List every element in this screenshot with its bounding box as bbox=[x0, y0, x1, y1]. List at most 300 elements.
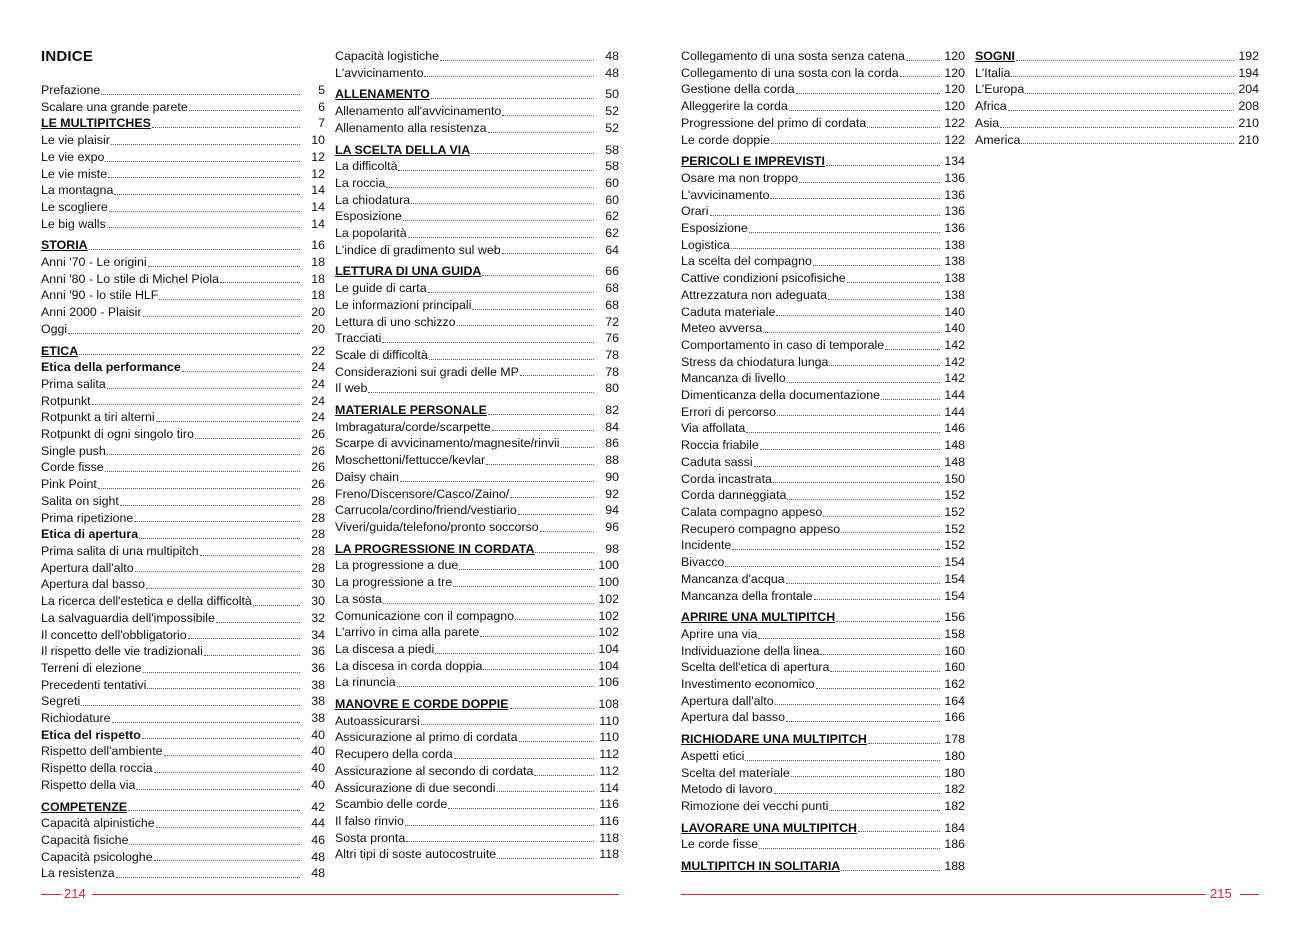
toc-entry-page: 144 bbox=[944, 404, 965, 419]
dot-leader bbox=[143, 672, 300, 673]
dot-leader bbox=[107, 388, 300, 389]
toc-entry bbox=[335, 242, 619, 259]
dot-leader bbox=[829, 810, 940, 811]
toc-entry-label: Scale di difficoltà bbox=[335, 347, 428, 362]
dot-leader bbox=[799, 182, 940, 183]
toc-entry-page: 186 bbox=[944, 837, 965, 852]
toc-entry-page: 20 bbox=[311, 305, 325, 320]
toc-entry bbox=[681, 521, 965, 538]
dot-leader bbox=[826, 165, 940, 166]
toc-entry bbox=[681, 48, 965, 65]
toc-entry-page: 108 bbox=[598, 697, 619, 712]
dot-leader bbox=[488, 414, 594, 415]
left-page-number: 214 bbox=[64, 886, 86, 901]
dot-leader bbox=[471, 153, 594, 154]
toc-entry-label: Mancanza di livello bbox=[681, 371, 786, 386]
toc-entry-page: 146 bbox=[944, 421, 965, 436]
toc-entry-page: 138 bbox=[944, 271, 965, 286]
dot-leader bbox=[459, 569, 594, 570]
dot-leader bbox=[483, 669, 594, 670]
toc-entry-label: Terreni di elezione bbox=[41, 660, 142, 675]
toc-entry-label: Etica di apertura bbox=[41, 527, 139, 542]
toc-entry bbox=[335, 314, 619, 331]
dot-leader bbox=[881, 399, 940, 400]
toc-entry-page: 30 bbox=[311, 577, 325, 592]
toc-entry bbox=[41, 459, 325, 476]
dot-leader bbox=[1025, 93, 1234, 94]
toc-entry bbox=[681, 626, 965, 643]
toc-entry bbox=[41, 149, 325, 166]
toc-entry bbox=[41, 660, 325, 677]
toc-entry-label: La popolarità bbox=[335, 226, 407, 241]
toc-entry-label: COMPETENZE bbox=[41, 799, 128, 814]
toc-entry-label: Collegamento di una sosta con la corda bbox=[681, 65, 899, 80]
toc-entry bbox=[681, 471, 965, 488]
toc-entry-page: 40 bbox=[311, 761, 325, 776]
dot-leader bbox=[1011, 76, 1234, 77]
toc-entry-page: 140 bbox=[944, 304, 965, 319]
dot-leader bbox=[561, 447, 594, 448]
toc-entry-page: 48 bbox=[605, 65, 619, 80]
toc-entry bbox=[41, 760, 325, 777]
toc-entry bbox=[681, 115, 965, 132]
toc-entry-label: Stress da chiodatura lunga bbox=[681, 354, 829, 369]
toc-entry-page: 6 bbox=[318, 99, 325, 114]
dot-leader bbox=[502, 253, 594, 254]
toc-entry-page: 26 bbox=[311, 477, 325, 492]
toc-entry bbox=[41, 593, 325, 610]
dot-leader bbox=[382, 342, 594, 343]
toc-entry-page: 52 bbox=[605, 104, 619, 119]
toc-entry bbox=[335, 158, 619, 175]
dot-leader bbox=[107, 227, 300, 228]
toc-entry-page: 112 bbox=[599, 747, 619, 762]
toc-entry-label: Carrucola/cordino/friend/vestiario bbox=[335, 503, 517, 518]
toc-entry bbox=[681, 554, 965, 571]
toc-entry-label: La ricerca dell'estetica e della difficoltà bbox=[41, 594, 252, 609]
toc-entry bbox=[335, 192, 619, 209]
footer-rule-left-b bbox=[92, 894, 619, 895]
dot-leader bbox=[841, 870, 940, 871]
dot-leader bbox=[105, 161, 300, 162]
toc-entry bbox=[681, 132, 965, 149]
toc-entry bbox=[681, 798, 965, 815]
toc-entry-label: Tracciati bbox=[335, 331, 382, 346]
toc-entry bbox=[41, 132, 325, 149]
toc-entry-page: 50 bbox=[605, 87, 619, 102]
toc-entry-label: La progressione a tre bbox=[335, 575, 453, 590]
toc-entry-page: 192 bbox=[1238, 49, 1259, 63]
toc-entry-page: 136 bbox=[944, 221, 965, 236]
dot-leader bbox=[731, 248, 940, 249]
toc-entry-label: Autoassicurarsi bbox=[335, 713, 420, 728]
dot-leader bbox=[195, 438, 300, 439]
dot-leader bbox=[116, 877, 300, 878]
toc-entry bbox=[335, 763, 619, 780]
dot-leader bbox=[156, 421, 300, 422]
toc-entry bbox=[681, 170, 965, 187]
toc-entry-page: 58 bbox=[605, 142, 619, 157]
toc-entry-page: 44 bbox=[311, 816, 325, 831]
toc-entry-label: L'Europa bbox=[975, 82, 1025, 97]
dot-leader bbox=[147, 688, 300, 689]
toc-entry bbox=[681, 404, 965, 421]
toc-entry-page: 78 bbox=[605, 364, 619, 379]
dot-leader bbox=[156, 827, 300, 828]
toc-entry bbox=[681, 304, 965, 321]
toc-entry-page: 40 bbox=[311, 744, 325, 759]
toc-entry-page: 16 bbox=[311, 238, 325, 253]
toc-entry-page: 48 bbox=[605, 49, 619, 63]
toc-entry bbox=[41, 693, 325, 710]
toc-entry-label: La montagna bbox=[41, 183, 114, 198]
toc-entry-page: 102 bbox=[598, 591, 619, 606]
toc-entry bbox=[335, 380, 619, 397]
dot-leader bbox=[92, 404, 300, 405]
toc-entry bbox=[335, 729, 619, 746]
dot-leader bbox=[492, 430, 594, 431]
toc-entry-page: 10 bbox=[311, 133, 325, 148]
toc-entry bbox=[335, 641, 619, 658]
toc-entry bbox=[681, 659, 965, 676]
toc-entry bbox=[335, 796, 619, 813]
toc-section-heading bbox=[41, 343, 325, 360]
toc-entry-label: La rinuncia bbox=[335, 675, 396, 690]
dot-leader bbox=[424, 76, 594, 77]
toc-entry-label: Single push bbox=[41, 443, 106, 458]
toc-entry-label: Salita on sight bbox=[41, 493, 119, 508]
toc-section-heading bbox=[975, 48, 1259, 65]
toc-section-heading bbox=[41, 237, 325, 254]
toc-entry-label: Segreti bbox=[41, 694, 81, 709]
dot-leader bbox=[68, 333, 300, 334]
toc-entry bbox=[335, 624, 619, 641]
toc-entry-label: LE MULTIPITCHES bbox=[41, 116, 151, 131]
toc-entry-label: Alleggerire la corda bbox=[681, 99, 788, 114]
toc-entry-page: 136 bbox=[944, 170, 965, 185]
toc-entry-label: La discesa in corda doppia bbox=[335, 658, 483, 673]
toc-entry-label: Anni '90 - lo stile HLF bbox=[41, 288, 159, 303]
toc-entry-page: 116 bbox=[599, 797, 619, 812]
dot-leader bbox=[1016, 60, 1234, 61]
toc-entry bbox=[41, 526, 325, 543]
toc-entry-page: 204 bbox=[1238, 82, 1259, 97]
dot-leader bbox=[448, 808, 594, 809]
dot-leader bbox=[386, 187, 594, 188]
toc-entry-label: Scelta del materiale bbox=[681, 765, 790, 780]
toc-entry-page: 28 bbox=[311, 493, 325, 508]
toc-entry-page: 14 bbox=[311, 199, 325, 214]
toc-entry bbox=[335, 830, 619, 847]
toc-entry bbox=[681, 420, 965, 437]
toc-entry-page: 32 bbox=[311, 610, 325, 625]
toc-entry bbox=[41, 743, 325, 760]
dot-leader bbox=[787, 382, 940, 383]
toc-entry-page: 100 bbox=[598, 558, 619, 573]
toc-entry-page: 78 bbox=[605, 347, 619, 362]
toc-entry bbox=[335, 364, 619, 381]
toc-entry-page: 26 bbox=[311, 460, 325, 475]
toc-entry bbox=[335, 486, 619, 503]
dot-leader bbox=[429, 359, 594, 360]
dot-leader bbox=[885, 349, 940, 350]
toc-entry-page: 116 bbox=[599, 813, 619, 828]
dot-leader bbox=[428, 292, 594, 293]
toc-entry-page: 52 bbox=[605, 120, 619, 135]
dot-leader bbox=[472, 309, 594, 310]
toc-entry-page: 5 bbox=[318, 83, 325, 97]
toc-entry-label: Comunicazione con il compagno bbox=[335, 608, 515, 623]
toc-entry bbox=[681, 237, 965, 254]
toc-entry-page: 18 bbox=[311, 288, 325, 303]
toc-entry-label: L'indice di gradimento sul web bbox=[335, 242, 501, 257]
toc-entry-label: Anni '70 - Le origini bbox=[41, 255, 147, 270]
toc-entry-page: 22 bbox=[311, 343, 325, 358]
toc-entry-label: Incidente bbox=[681, 538, 732, 553]
toc-entry-label: Prefazione bbox=[41, 83, 101, 97]
toc-entry bbox=[335, 297, 619, 314]
toc-entry-label: Corda incastrata bbox=[681, 471, 772, 486]
toc-section-heading bbox=[681, 858, 965, 875]
toc-entry-page: 164 bbox=[944, 693, 965, 708]
dot-leader bbox=[823, 516, 940, 517]
dot-leader bbox=[405, 825, 594, 826]
toc-entry bbox=[335, 435, 619, 452]
toc-entry bbox=[681, 287, 965, 304]
dot-leader bbox=[146, 588, 300, 589]
toc-entry-label: Le corde fisse bbox=[681, 837, 759, 852]
toc-entry bbox=[41, 82, 325, 99]
toc-entry-label: Pink Point bbox=[41, 477, 97, 492]
toc-entry-page: 62 bbox=[605, 209, 619, 224]
toc-entry bbox=[975, 115, 1259, 132]
toc-entry-page: 114 bbox=[599, 780, 619, 795]
toc-entry-page: 20 bbox=[311, 321, 325, 336]
toc-entry bbox=[335, 502, 619, 519]
toc-entry-label: Logistica bbox=[681, 237, 730, 252]
toc-entry bbox=[41, 493, 325, 510]
toc-entry-label: L'avvicinamento bbox=[681, 187, 770, 202]
toc-entry-page: 148 bbox=[944, 438, 965, 453]
toc-entry bbox=[335, 175, 619, 192]
dot-leader bbox=[829, 365, 940, 366]
dot-leader bbox=[368, 392, 594, 393]
toc-entry bbox=[41, 710, 325, 727]
toc-entry-page: 24 bbox=[311, 410, 325, 425]
dot-leader bbox=[518, 514, 594, 515]
toc-entry-label: Metodo di lavoro bbox=[681, 782, 773, 797]
dot-leader bbox=[836, 621, 940, 622]
toc-entry bbox=[41, 815, 325, 832]
dot-leader bbox=[114, 194, 300, 195]
toc-entry-page: 160 bbox=[944, 660, 965, 675]
toc-entry bbox=[335, 280, 619, 297]
dot-leader bbox=[406, 841, 594, 842]
toc-entry-label: Esposizione bbox=[335, 209, 402, 224]
toc-column-2 bbox=[335, 48, 619, 863]
toc-entry bbox=[335, 813, 619, 830]
toc-entry bbox=[681, 676, 965, 693]
toc-entry-label: Capacità alpinistiche bbox=[41, 816, 155, 831]
dot-leader bbox=[789, 110, 940, 111]
toc-entry-page: 162 bbox=[944, 677, 965, 692]
toc-entry bbox=[41, 510, 325, 527]
toc-entry-label: Le scogliere bbox=[41, 199, 108, 214]
toc-entry-label: Attrezzatura non adeguata bbox=[681, 287, 828, 302]
dot-leader bbox=[814, 599, 940, 600]
toc-entry-label: Scambio delle corde bbox=[335, 797, 448, 812]
toc-entry bbox=[41, 677, 325, 694]
toc-entry-label: Caduta materiale bbox=[681, 304, 776, 319]
dot-leader bbox=[220, 282, 300, 283]
toc-entry-page: 118 bbox=[599, 830, 619, 845]
dot-leader bbox=[820, 654, 940, 655]
toc-entry-label: La chiodatura bbox=[335, 192, 411, 207]
toc-entry bbox=[681, 709, 965, 726]
footer-rule-right-a bbox=[681, 894, 1206, 895]
toc-entry bbox=[41, 426, 325, 443]
dot-leader bbox=[435, 653, 594, 654]
toc-entry-page: 158 bbox=[944, 626, 965, 641]
dot-leader bbox=[142, 738, 300, 739]
toc-entry-page: 28 bbox=[311, 510, 325, 525]
toc-entry-page: 180 bbox=[944, 748, 965, 763]
toc-entry-label: LAVORARE UNA MULTIPITCH bbox=[681, 820, 857, 835]
toc-entry-label: La difficoltà bbox=[335, 159, 398, 174]
dot-leader bbox=[787, 499, 940, 500]
toc-entry-page: 154 bbox=[944, 588, 965, 603]
toc-entry bbox=[681, 220, 965, 237]
toc-entry-page: 148 bbox=[944, 454, 965, 469]
toc-entry-page: 182 bbox=[944, 798, 965, 813]
toc-entry bbox=[41, 727, 325, 744]
toc-entry-label: Orari bbox=[681, 204, 709, 219]
toc-section-heading bbox=[681, 609, 965, 626]
toc-entry-label: Le vie miste bbox=[41, 166, 108, 181]
toc-entry bbox=[335, 713, 619, 730]
toc-entry-page: 46 bbox=[311, 832, 325, 847]
toc-entry-page: 84 bbox=[605, 419, 619, 434]
toc-entry-page: 100 bbox=[598, 575, 619, 590]
toc-entry-label: Aprire una via bbox=[681, 626, 758, 641]
toc-entry bbox=[681, 781, 965, 798]
dot-leader bbox=[488, 132, 594, 133]
dot-leader bbox=[457, 325, 594, 326]
toc-entry-page: 210 bbox=[1238, 115, 1259, 130]
toc-entry-label: Capacità logistiche bbox=[335, 49, 440, 63]
toc-entry bbox=[41, 643, 325, 660]
toc-entry bbox=[335, 846, 619, 863]
toc-entry-page: 110 bbox=[599, 713, 619, 728]
toc-entry-label: Asia bbox=[975, 115, 1000, 130]
toc-entry-label: Anni '80 - Lo stile di Michel Piola bbox=[41, 271, 219, 286]
dot-leader bbox=[535, 552, 594, 553]
dot-leader bbox=[253, 605, 300, 606]
toc-entry-label: Dimenticanza della documentazione bbox=[681, 388, 881, 403]
toc-entry-label: Esposizione bbox=[681, 221, 748, 236]
toc-entry-label: La discesa a piedi bbox=[335, 641, 435, 656]
toc-entry bbox=[681, 81, 965, 98]
toc-entry-label: L'avvicinamento bbox=[335, 65, 424, 80]
dot-leader bbox=[128, 810, 300, 811]
dot-leader bbox=[786, 583, 940, 584]
dot-leader bbox=[79, 354, 300, 355]
toc-entry bbox=[681, 504, 965, 521]
toc-entry-label: Rispetto dell'ambiente bbox=[41, 744, 163, 759]
dot-leader bbox=[129, 844, 300, 845]
toc-entry-page: 60 bbox=[605, 192, 619, 207]
toc-entry-page: 140 bbox=[944, 321, 965, 336]
toc-entry-page: 30 bbox=[311, 594, 325, 609]
dot-leader bbox=[1000, 127, 1234, 128]
toc-entry-page: 82 bbox=[605, 403, 619, 418]
toc-entry bbox=[41, 576, 325, 593]
toc-entry-label: Richiodature bbox=[41, 711, 111, 726]
toc-entry bbox=[681, 643, 965, 660]
toc-entry-page: 66 bbox=[605, 264, 619, 279]
toc-entry-label: Etica del rispetto bbox=[41, 727, 141, 742]
dot-leader bbox=[775, 704, 940, 705]
toc-entry-label: PERICOLI E IMPREVISTI bbox=[681, 154, 825, 169]
toc-entry-page: 102 bbox=[598, 625, 619, 640]
toc-entry bbox=[41, 216, 325, 233]
toc-entry-label: Calata compagno appeso bbox=[681, 504, 823, 519]
dot-leader bbox=[497, 858, 594, 859]
dot-leader bbox=[774, 793, 940, 794]
dot-leader bbox=[786, 721, 940, 722]
toc-entry-label: Progressione del primo di cordata bbox=[681, 115, 867, 130]
dot-leader bbox=[148, 266, 300, 267]
toc-entry bbox=[681, 354, 965, 371]
toc-entry bbox=[681, 98, 965, 115]
toc-entry bbox=[41, 543, 325, 560]
toc-entry-label: Meteo avversa bbox=[681, 321, 763, 336]
toc-entry-page: 184 bbox=[944, 820, 965, 835]
toc-entry-label: Precedenti tentativi bbox=[41, 677, 147, 692]
toc-entry-label: Altri tipi di soste autocostruite bbox=[335, 847, 497, 862]
toc-entry-page: 208 bbox=[1238, 99, 1259, 114]
dot-leader bbox=[725, 566, 940, 567]
toc-entry bbox=[41, 777, 325, 794]
toc-entry bbox=[335, 746, 619, 763]
toc-entry-page: 42 bbox=[311, 799, 325, 814]
toc-entry-label: Mancanza d'acqua bbox=[681, 571, 785, 586]
dot-leader bbox=[134, 521, 300, 522]
toc-entry-page: 122 bbox=[944, 132, 965, 147]
toc-entry bbox=[681, 187, 965, 204]
toc-entry-label: Africa bbox=[975, 99, 1007, 114]
dot-leader bbox=[421, 724, 594, 725]
toc-entry-label: Collegamento di una sosta senza catena bbox=[681, 49, 905, 63]
toc-section-heading bbox=[335, 86, 619, 103]
toc-entry bbox=[335, 347, 619, 364]
toc-entry bbox=[41, 304, 325, 321]
toc-entry-label: LA SCELTA DELLA VIA bbox=[335, 142, 471, 157]
toc-entry-page: 188 bbox=[944, 859, 965, 874]
toc-entry-page: 98 bbox=[605, 541, 619, 556]
toc-entry bbox=[681, 487, 965, 504]
toc-entry-page: 34 bbox=[311, 627, 325, 642]
toc-entry-label: Assicurazione al secondo di cordata bbox=[335, 763, 534, 778]
toc-section-heading bbox=[681, 820, 965, 837]
toc-column-1 bbox=[41, 82, 325, 882]
dot-leader bbox=[135, 571, 300, 572]
dot-leader bbox=[454, 758, 594, 759]
dot-leader bbox=[107, 454, 300, 455]
toc-entry-page: 210 bbox=[1238, 132, 1259, 147]
toc-entry-page: 138 bbox=[944, 237, 965, 252]
dot-leader bbox=[796, 93, 940, 94]
